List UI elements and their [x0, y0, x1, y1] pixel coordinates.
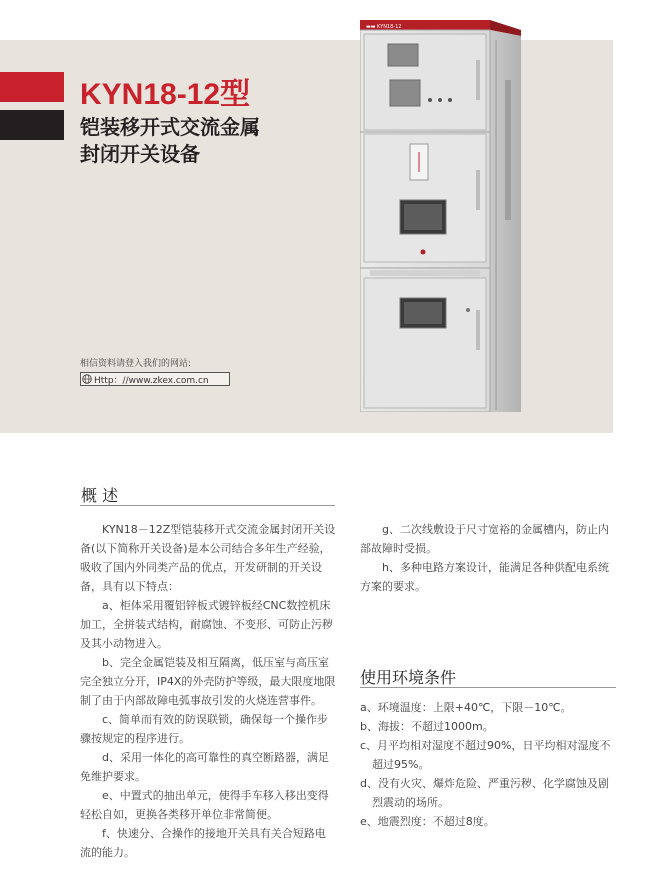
- subtitle-line: 铠装移开式交流金属: [80, 115, 260, 139]
- accent-bar-red: [0, 72, 64, 102]
- environment-item: d、没有火灾、爆炸危险、严重污秽、化学腐蚀及剧烈震动的场所。: [360, 777, 609, 809]
- environment-heading: 使用环境条件: [360, 668, 457, 687]
- overview-paragraph: a、柜体采用覆铝锌板式镀锌板经CNC数控机床加工，全拼装式结构，耐腐蚀、不变形、可防止污秽及其小动物进入。: [80, 599, 333, 650]
- website-link[interactable]: [80, 372, 230, 386]
- overview-paragraph: e、中置式的抽出单元，使得手车移入移出变得轻松自如，更换各类移开单位非常简便。: [80, 789, 329, 821]
- environment-list: [360, 698, 616, 831]
- overview-paragraph: b、完全金属铠装及相互隔离，低压室与高压室完全独立分开，IP4X的外壳防护等级，最大限度地限制了由于内部故障电弧事故引发的火烧连营事件。: [80, 656, 336, 707]
- overview-paragraph: g、二次线敷设于尺寸宽裕的金属槽内，防止内部故障时受损。: [360, 523, 609, 555]
- overview-divider: [80, 505, 335, 506]
- globe-icon: [82, 374, 92, 384]
- environment-divider: [360, 687, 616, 688]
- overview-heading: 概 述: [81, 486, 119, 505]
- overview-paragraph: KYN18－12Z型铠装移开式交流金属封闭开关设备(以下简称开关设备)是本公司结合多年生产经验，吸收了国内外同类产品的优点，开发研制的开关设备，具有以下特点：: [80, 523, 336, 593]
- subtitle-line: 封闭开关设备: [80, 142, 200, 166]
- overview-paragraph: d、采用一体化的高可靠性的真空断路器，满足免维护要求。: [80, 751, 329, 783]
- switchgear-cabinet-image: [360, 20, 521, 412]
- svg-text:▬▬ KYN18-12: ▬▬ KYN18-12: [366, 24, 402, 30]
- environment-item: c、月平均相对湿度不超过90%，日平均相对湿度不超过95%。: [360, 739, 611, 771]
- environment-item: a、环境温度：上限+40℃，下限－10℃。: [360, 701, 572, 714]
- product-subtitle: [80, 114, 260, 168]
- accent-bar-black: [0, 110, 64, 140]
- overview-paragraph: f、快速分、合操作的接地开关具有关合短路电流的能力。: [80, 827, 326, 859]
- environment-item: b、海拔：不超过1000m。: [360, 720, 494, 733]
- website-label: 相信资料请登入我们的网站:: [80, 359, 192, 369]
- overview-paragraph: c、简单而有效的防误联锁，确保每一个操作步骤按规定的程序进行。: [80, 713, 329, 745]
- overview-paragraph: h、多种电路方案设计，能满足各种供配电系统方案的要求。: [360, 561, 609, 593]
- environment-item: e、地震烈度：不超过8度。: [360, 815, 495, 828]
- overview-left-column: [80, 520, 336, 862]
- overview-right-column: [360, 520, 616, 596]
- product-title: KYN18-12型: [80, 78, 251, 111]
- website-url: Http：//www.zkex.com.cn: [94, 375, 209, 386]
